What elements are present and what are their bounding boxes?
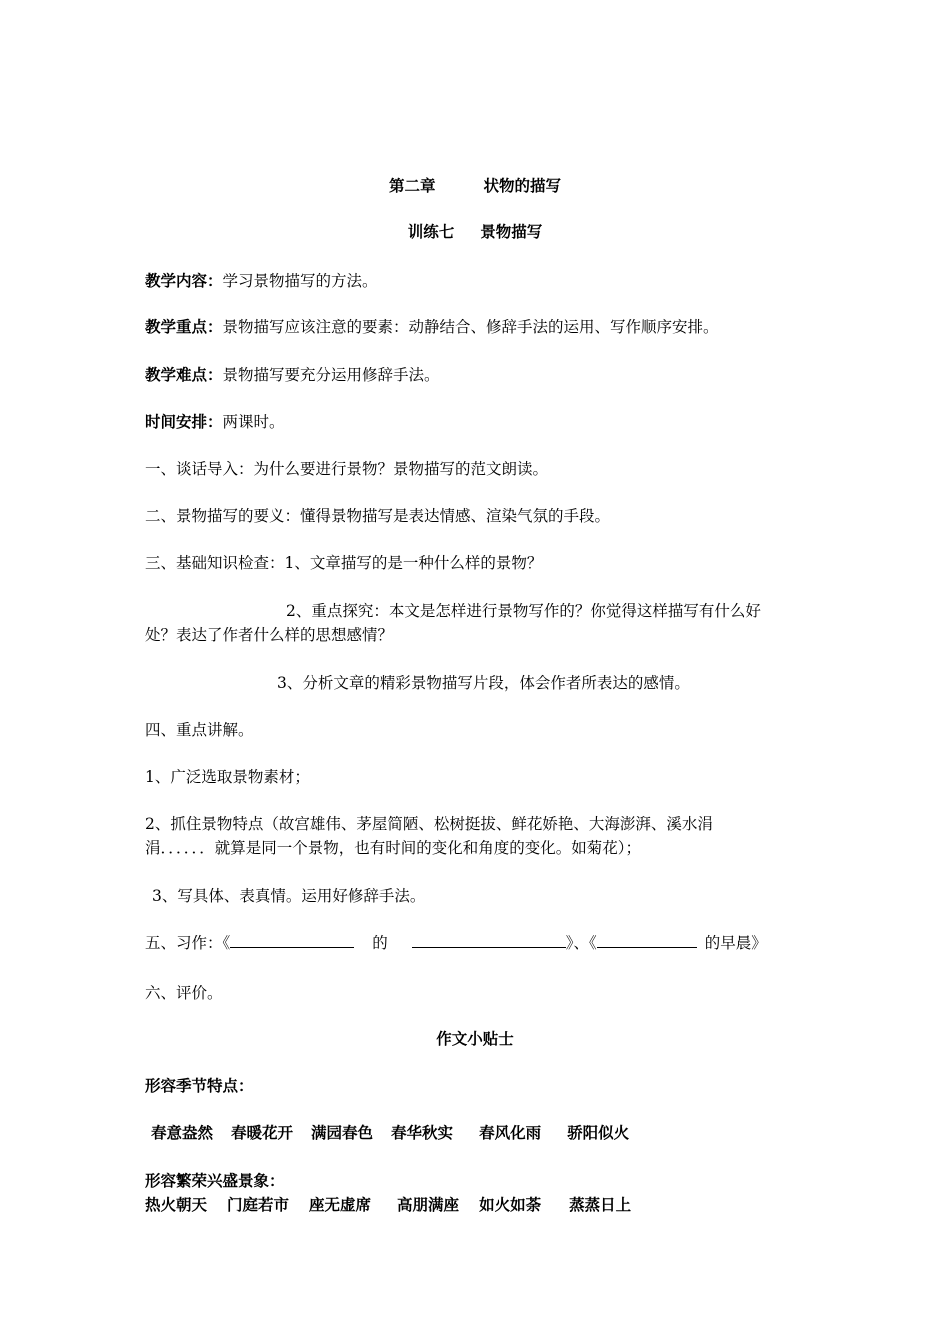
meta-content [145, 271, 378, 291]
step-4: 四、重点讲解。 [145, 721, 254, 739]
step-6: 六、评价。 [145, 984, 223, 1002]
step-2: 二、景物描写的要义：懂得景物描写是表达情感、渲染气氛的手段。 [145, 507, 611, 525]
prosper-heading: 形容繁荣兴盛景象： [145, 1172, 285, 1190]
idiom: 高朋满座 [397, 1196, 460, 1214]
meta-time [145, 412, 285, 432]
lesson-label: 训练七 [407, 223, 455, 241]
step-3-2-line1: 2、重点探究：本文是怎样进行景物写作的？你觉得这样描写有什么好 [286, 602, 761, 620]
idiom: 骄阳似火 [567, 1124, 630, 1142]
step-5-de: 的 [372, 934, 388, 952]
meta-key: 时间安排： [145, 413, 223, 431]
meta-key: 教学内容： [145, 272, 223, 290]
idiom: 热火朝天 [145, 1196, 208, 1214]
season-idioms [151, 1123, 629, 1143]
meta-key: 教学重点： [145, 318, 223, 336]
idiom: 满园春色 [311, 1124, 374, 1142]
idiom: 座无虚席 [309, 1196, 372, 1214]
step-5-end: 的早晨》 [704, 934, 767, 952]
season-heading: 形容季节特点： [145, 1077, 254, 1095]
chapter-heading [0, 176, 950, 196]
idiom: 蒸蒸日上 [569, 1196, 632, 1214]
step-5-prefix: 五、习作：《 [145, 934, 231, 952]
step-4-3: 3、写具体、表真情。运用好修辞手法。 [152, 887, 426, 905]
fill-blank [597, 933, 697, 948]
step-4-1: 1、广泛选取景物素材； [145, 768, 310, 786]
step-5-mid: 》、《 [565, 934, 597, 952]
meta-value: 两课时。 [222, 413, 285, 431]
step-1: 一、谈话导入：为什么要进行景物？景物描写的范文朗读。 [145, 460, 549, 478]
meta-difficulty [145, 365, 440, 385]
step-3: 三、基础知识检查：1、文章描写的是一种什么样的景物？ [145, 554, 543, 572]
fill-blank [230, 933, 354, 948]
meta-value: 学习景物描写的方法。 [222, 272, 378, 290]
fill-blank [412, 933, 566, 948]
idiom: 春意盎然 [151, 1124, 214, 1142]
meta-value: 景物描写要充分运用修辞手法。 [222, 366, 440, 384]
idiom: 如火如荼 [479, 1196, 542, 1214]
tips-title: 作文小贴士 [436, 1030, 514, 1048]
step-3-2-line2: 处？表达了作者什么样的思想感情？ [145, 626, 394, 644]
step-4-2-line1: 2、抓住景物特点（故宫雄伟、茅屋简陋、松树挺拔、鲜花娇艳、大海澎湃、溪水涓 [145, 815, 713, 833]
prosper-idioms [145, 1195, 631, 1215]
lesson-heading [0, 222, 950, 242]
step-5 [145, 933, 767, 953]
meta-value: 景物描写应该注意的要素：动静结合、修辞手法的运用、写作顺序安排。 [222, 318, 719, 336]
step-4-2-line2: 涓．．．．．．就算是同一个景物，也有时间的变化和角度的变化。如菊花）； [145, 839, 642, 857]
chapter-title: 状物的描写 [483, 177, 562, 195]
idiom: 春暖花开 [231, 1124, 294, 1142]
idiom: 春风化雨 [479, 1124, 542, 1142]
chapter-label: 第二章 [388, 177, 436, 195]
meta-focus [145, 317, 719, 337]
step-3-3: 3、分析文章的精彩景物描写片段，体会作者所表达的感情。 [277, 674, 690, 692]
lesson-title: 景物描写 [480, 223, 543, 241]
idiom: 门庭若市 [227, 1196, 290, 1214]
meta-key: 教学难点： [145, 366, 223, 384]
idiom: 春华秋实 [391, 1124, 454, 1142]
